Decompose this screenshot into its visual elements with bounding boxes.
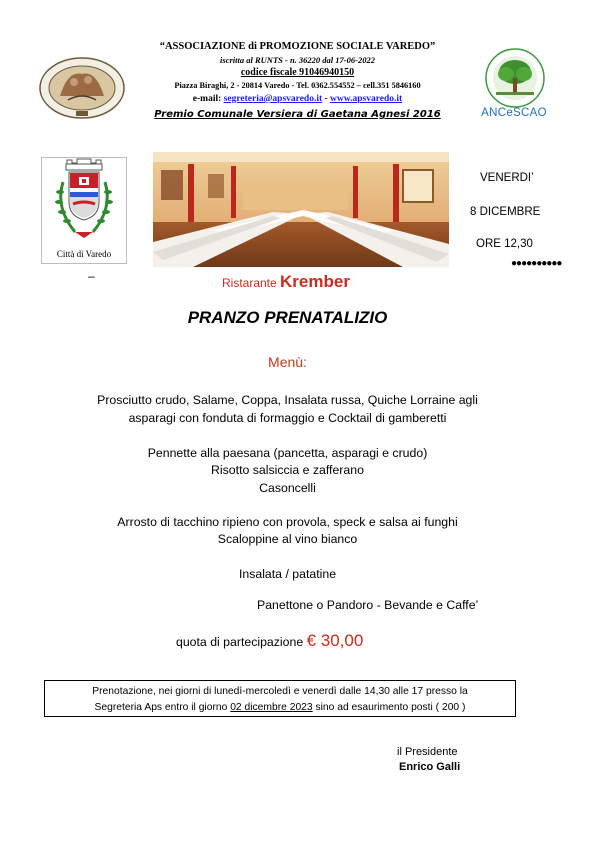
menu-line: Prosciutto crudo, Salame, Coppa, Insalata russa, Quiche Lorraine agli	[97, 393, 478, 407]
contacts-separator: -	[322, 94, 331, 104]
booking-box	[44, 680, 516, 717]
event-time: ORE 12,30	[476, 238, 533, 250]
restaurant-name: Krember	[280, 272, 350, 291]
runts-registration: iscritta al RUNTS - n. 36220 dal 17-06-2022	[220, 55, 375, 65]
ancescao-label: ANCeSCAO	[481, 107, 547, 119]
president-title: il Presidente	[397, 746, 458, 758]
booking-line-1: Prenotazione, nei giorni di lunedì-mercoledì e venerdì dalle 14,30 alle 17 presso la	[92, 686, 468, 697]
restaurant-line	[222, 272, 350, 292]
menu-title: Menù:	[268, 354, 307, 370]
price-amount: € 30,00	[306, 631, 364, 650]
menu-line: Casoncelli	[259, 481, 316, 495]
booking-line-2-pre: Segreteria Aps entro il giorno	[94, 702, 231, 713]
event-day: VENERDI’	[480, 172, 534, 184]
menu-line: Insalata / patatine	[238, 567, 337, 581]
email-label: e-mail:	[192, 94, 224, 104]
restaurant-prefix: Ristarante	[222, 276, 281, 290]
city-coat-of-arms	[45, 158, 123, 248]
booking-line-2-post: sino ad esaurimento posti ( 200 )	[312, 702, 466, 713]
dash-mark: –	[88, 269, 95, 283]
event-date: 8 DICEMBRE	[470, 206, 541, 218]
price-label: quota di partecipazione	[176, 635, 307, 649]
association-seal-logo	[38, 56, 126, 120]
association-name: “ASSOCIAZIONE di PROMOZIONE SOCIALE VAREDO”	[159, 41, 436, 52]
decorative-dots: ●●●●●●●●●●	[511, 258, 562, 269]
menu-line: Arrosto di tacchino ripieno con provola, speck e salsa ai funghi	[117, 515, 458, 529]
event-title: PRANZO PRENATALIZIO	[187, 308, 388, 327]
codice-fiscale: codice fiscale 91046940150	[240, 67, 355, 78]
menu-dessert-line: Panettone o Pandoro - Bevande e Caffe’	[257, 598, 479, 612]
menu-line: Scaloppine al vino bianco	[217, 532, 358, 546]
website-link[interactable]: www.apsvaredo.it	[330, 94, 403, 104]
menu-line: Pennette alla paesana (pancetta, asparagi e crudo)	[147, 446, 428, 460]
booking-line-2	[45, 700, 515, 716]
restaurant-hall-photo	[153, 152, 449, 267]
city-label: Città di Varedo	[56, 249, 112, 259]
menu-line: Risotto salsiccia e zafferano	[211, 463, 364, 477]
address-line: Piazza Biraghi, 2 - 20814 Varedo - Tel. 0362.554552 – cell.351 5846160	[174, 81, 421, 90]
email-link[interactable]: segreteria@apsvaredo.it	[223, 94, 323, 104]
premio-line: Premio Comunale Versiera di Gaetana Agnesi 2016	[154, 109, 441, 120]
booking-deadline: 02 dicembre 2023	[230, 702, 313, 713]
price-line	[176, 631, 363, 651]
president-name: Enrico Galli	[399, 761, 461, 773]
menu-line: asparagi con fonduta di formaggio e Cocktail di gamberetti	[128, 411, 447, 425]
